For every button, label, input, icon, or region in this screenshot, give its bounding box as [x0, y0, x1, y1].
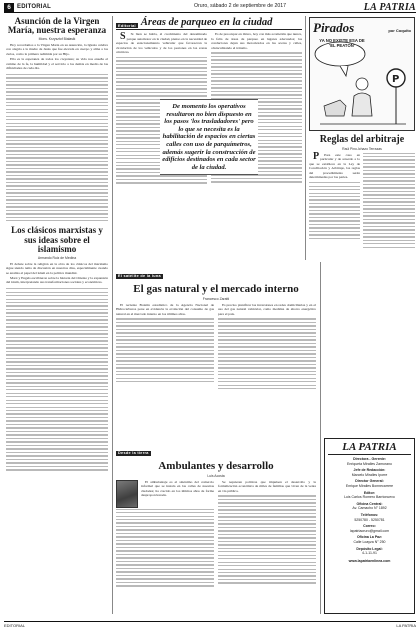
article-text: [6, 43, 108, 71]
masthead-row: [328, 468, 411, 477]
masthead-brand: LA PATRIA: [328, 441, 411, 455]
article-body: Marx y Engels escribieron sobre la historia del Oriente y la expansión del islam, interpretando sus transformaciones sociales y económicas.: [6, 275, 108, 285]
article-title: Asunción de la Virgen María, nuestra esperanza: [7, 16, 107, 36]
editorial-text: [211, 32, 302, 50]
drop-cap: S: [120, 30, 126, 42]
editorial-text: [116, 32, 207, 55]
masthead-row: [328, 535, 411, 544]
cartoon-author: por Coquito: [388, 28, 411, 33]
article-title: Ambulantes y desarrollo: [158, 460, 274, 472]
right-article: [309, 135, 415, 248]
ambulantes-article: [116, 441, 316, 587]
masthead-label: Teléfonos:: [360, 512, 379, 517]
footer-brand: LA PATRIA: [396, 623, 416, 628]
text-lines: [116, 509, 214, 587]
footer-section: EDITORIAL: [4, 623, 26, 628]
article-lead: El reciente Boletín estadístico de la Agencia Nacional de Hidrocarburos pone en evidencia la evolución del consumo de gas natural en el mercado interno en los últimos años.: [116, 302, 214, 316]
drop-cap: P: [313, 151, 320, 162]
masthead-label: Editor:: [363, 490, 376, 495]
masthead-row: [328, 524, 411, 533]
text-lines: [116, 318, 214, 382]
masthead-box: [324, 438, 415, 614]
article-title: El gas natural y el mercado interno: [133, 283, 299, 295]
masthead-row: [328, 479, 411, 488]
editorial-title: Áreas de parqueo en la ciudad: [140, 17, 273, 28]
masthead-label: Oficina Central:: [356, 501, 383, 506]
article-body: Se requieren políticas que impulsen el desarrollo y la formalización económica de miles de familias que viven de la venta en vía pública.: [218, 479, 316, 493]
column-divider: [320, 262, 321, 614]
pull-quote: De momento los operativos resultaron no bien dispuesto en los pasos 'los trasladadores' pero lo que se necesita es la habilitación de espacios en ciertas calles con uso de parquímetros, además sugerir la construcción de edificios destinados en cada sector de la ciudad.: [160, 99, 258, 175]
article-text: [218, 480, 316, 494]
section-label: EDITORIAL: [17, 4, 52, 10]
article-lead: El ambulantaje es el sinónimo del comercio informal que se instala en las calles de nuestras ciudades; ha crecido en los últimos años de forma desproporcionada.: [141, 479, 214, 498]
masthead-value: 5250780 - 5250781: [354, 517, 385, 522]
gas-article: [116, 264, 316, 389]
newspaper-brand: LA PATRIA: [363, 1, 416, 13]
page-footer: [4, 621, 416, 628]
cartoon-title: Pirados: [313, 20, 355, 35]
masthead-row: [328, 491, 411, 500]
article-byline: Armando Ruiz de Medina: [37, 255, 77, 260]
text-lines: [6, 288, 108, 471]
masthead-label: Jefe de Redacción:: [353, 468, 386, 473]
masthead-value: Calle Loayza N° 250: [353, 539, 386, 544]
article-title: Reglas del arbitraje: [319, 134, 405, 145]
masthead-row: [328, 457, 411, 466]
text-lines: [6, 74, 108, 222]
article-text: [6, 262, 108, 285]
article-byline: Luis Acosta: [207, 473, 225, 478]
text-lines: [363, 153, 415, 248]
article-lead: El debate sobre la religión en la obra de los clásicos del marxismo sigue siendo tema de discusión en nuestros días, especialmente cuando se analiza el papel del islam en la política mundial.: [6, 261, 108, 275]
author-photo: [116, 480, 138, 508]
masthead-value: Marcelo Miralles Iporre: [351, 472, 388, 477]
cartoon-speech: YA NO EXISTE ESA DE 'EL PEATÓN': [319, 38, 365, 48]
masthead-row: [328, 513, 411, 522]
svg-text:P: P: [392, 74, 400, 85]
column-kicker: El satélite de la luna: [118, 274, 161, 278]
article-text: [218, 303, 316, 317]
masthead-value: Av. Camacho N° 1892: [352, 506, 387, 511]
column-divider: [305, 16, 306, 260]
text-lines: [309, 182, 360, 239]
article-byline: Mons. Krzysztof Białasik: [38, 36, 76, 41]
article-body: Es preciso planificar las inversiones en redes domiciliarias y en el uso del gas natural vehicular, como medidas de ahorro energético para el país.: [218, 302, 316, 316]
article-text: [309, 153, 360, 181]
masthead-label: Depósito Legal:: [356, 546, 383, 551]
masthead-value: 4-1-11-91: [362, 551, 377, 556]
masthead-list: [328, 457, 411, 556]
article-lead: P Para este caso en particular y de acuerdo a lo que se establece en la Ley de Conciliación y Arbitraje, las reglas del procedimiento serán determinadas por las partes.: [309, 151, 360, 180]
page-header: [4, 2, 416, 13]
masthead-label: Correo:: [363, 524, 376, 529]
page-date: Oruro, sábado 2 de septiembre de 2017: [194, 3, 286, 9]
masthead-row: [328, 547, 411, 556]
editorial-block: [116, 17, 302, 184]
masthead-web: www.lapatriaenlinea.com: [348, 558, 391, 563]
editorial-lead: S Si bien se habla, al crecimiento del denominado parque automotor en la ciudad, pienso en la necesidad de espacios de estacionamiento vehicular que favorezcan la circulación de los vehículos y de los peatones en las zonas céntricas.: [116, 30, 207, 55]
article-byline: Raúl Pino-Ichazo Terrazas: [342, 146, 382, 151]
masthead-label: Oficina La Paz:: [356, 535, 383, 540]
masthead-label: Directora - Gerente:: [353, 457, 386, 461]
masthead-value: Enriqueta Miralles Zamorano: [347, 461, 392, 466]
masthead-row: [328, 502, 411, 511]
article-title: Los clásicos marxistas y sus ideas sobre el islamismo: [11, 225, 103, 255]
article-text: [116, 303, 214, 317]
article-lead: Hoy recordamos a la Virgen María en su Asunción, la Iglesia celebra con alegría a la madre de Jesús que fue elevada en cuerpo y alma a los cielos, como la primera redimida por su Hijo.: [6, 42, 108, 57]
article-body: Ella es la esperanza de todos los creyentes; su vida nos enseña el camino de la fe, la humildad y el servicio a los demás en medio de las dificultades de cada día.: [6, 56, 108, 71]
page-number: 6: [4, 3, 14, 12]
masthead-value: Enrique Miralles Bonnecarrere: [345, 483, 394, 488]
text-lines: [218, 318, 316, 389]
cartoon-panel: [309, 17, 415, 131]
left-column: [6, 17, 108, 471]
article-byline: Francesco Zaratti: [202, 296, 230, 301]
editorial-kicker: Editorial: [118, 23, 136, 28]
editorial-body: Es de preocupar en Oruro, hoy con más acometida que nunca, la falta de áreas de parqueo en lugares adecuados; los conductores dejan sus motorizados en las aceras y calles, obstaculizando el tránsito.: [211, 32, 302, 50]
column-divider: [112, 16, 113, 614]
cartoon-drawing: [310, 36, 414, 128]
column-kicker: Desde la tierra: [118, 451, 149, 455]
masthead-value: Luis Carlos Romero Barrionuevo: [344, 495, 395, 500]
masthead-label: Director General:: [355, 479, 384, 484]
text-lines: [218, 495, 316, 584]
masthead-value: lapatriaoruro@gmail.com: [349, 528, 390, 533]
